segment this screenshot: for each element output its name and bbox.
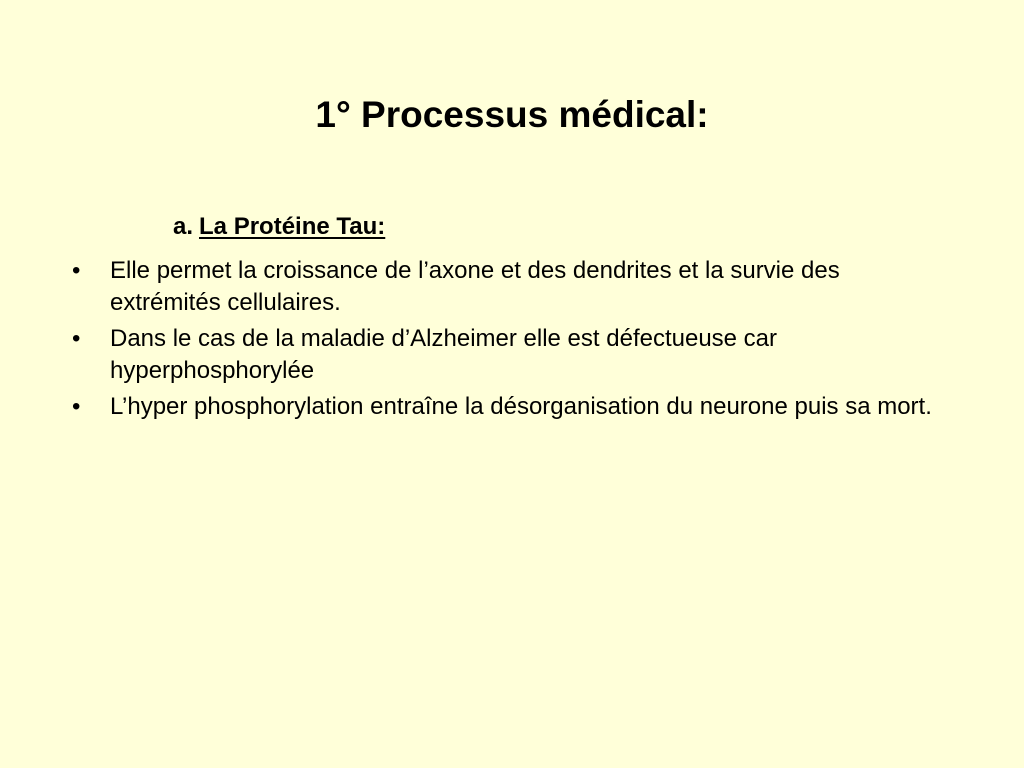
slide-title: 1° Processus médical: — [315, 94, 709, 135]
bullet-icon: • — [72, 257, 81, 284]
bullet-item — [72, 391, 952, 423]
bullet-icon: • — [72, 393, 81, 420]
bullet-text: L’hyper phosphorylation entraîne la désorganisation du neurone puis sa mort. — [110, 393, 932, 420]
section-subheading — [173, 212, 385, 242]
bullet-item — [72, 255, 952, 319]
bullet-item — [72, 323, 952, 387]
bullet-text: Dans le cas de la maladie d’Alzheimer elle est défectueuse car hyperphosphorylée — [110, 325, 778, 384]
subheading-marker: a. — [173, 213, 194, 240]
subheading-text: La Protéine Tau: — [199, 213, 386, 240]
bullet-icon: • — [72, 325, 81, 352]
bullet-list — [72, 255, 952, 427]
bullet-text: Elle permet la croissance de l’axone et des dendrites et la survie des extrémités cellulaires. — [110, 257, 840, 316]
